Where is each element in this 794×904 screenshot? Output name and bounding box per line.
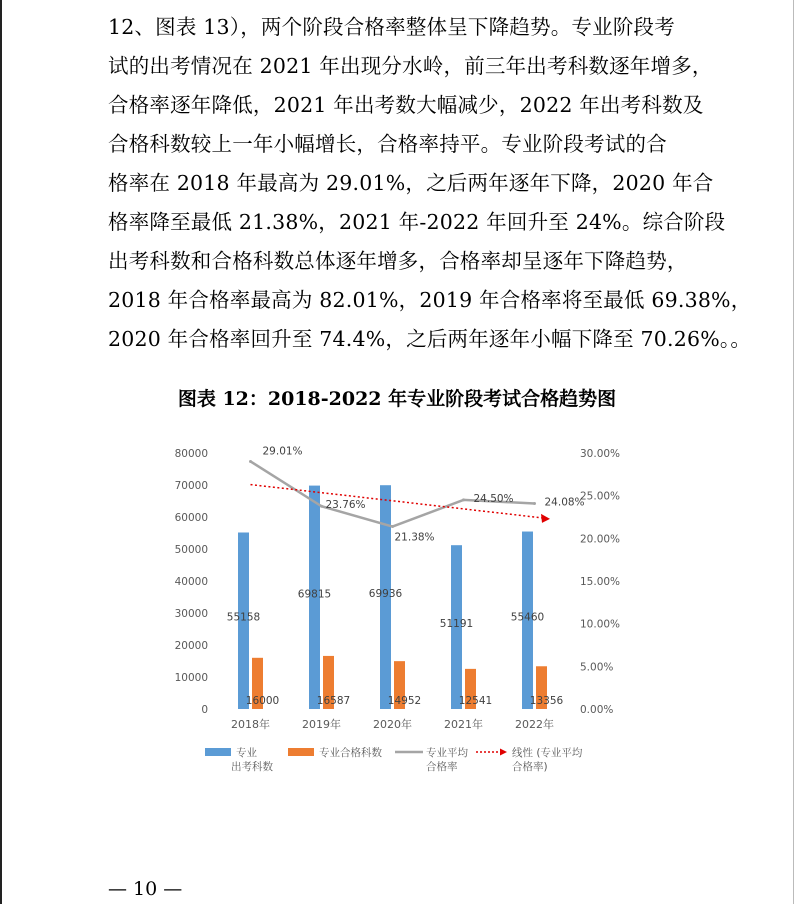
paragraph-line: 合格科数较上一年小幅增长，合格率持平。专业阶段考试的合 bbox=[108, 132, 667, 156]
category-label: 2018年 bbox=[231, 718, 270, 731]
rate-point bbox=[320, 505, 323, 508]
bar-data-label: 51191 bbox=[439, 618, 474, 631]
paragraph-line: 格率在 2018 年最高为 29.01%，之后两年逐年下降，2020 年合 bbox=[108, 171, 714, 195]
page-left-border bbox=[0, 0, 2, 904]
category-label: 2022年 bbox=[515, 718, 554, 731]
legend-swatch bbox=[205, 748, 231, 756]
legend-label: 出考科数 bbox=[231, 761, 273, 773]
left-axis-tick-label: 0 bbox=[201, 704, 208, 716]
bar-data-label: 13356 bbox=[529, 695, 564, 708]
page-number: — 10 — bbox=[108, 878, 183, 900]
rate-data-label: 23.76% bbox=[325, 499, 366, 512]
left-axis-tick-label: 40000 bbox=[174, 576, 208, 588]
left-axis-tick-label: 80000 bbox=[174, 448, 208, 460]
bar-data-label: 14952 bbox=[387, 695, 422, 708]
right-axis-tick-label: 20.00% bbox=[580, 533, 621, 546]
bar-data-label: 55158 bbox=[226, 611, 261, 624]
legend-arrow-icon bbox=[500, 749, 507, 756]
rate-data-label: 21.38% bbox=[394, 531, 435, 544]
paragraph-line: 试的出考情况在 2021 年出现分水岭，前三年出考科数逐年增多， bbox=[108, 54, 713, 78]
paragraph-line: 2020 年合格率回升至 74.4%，之后两年逐年小幅下降至 70.26%。。 bbox=[108, 327, 752, 351]
paragraph-line: 出考科数和合格科数总体逐年增多，合格率却呈逐年下降趋势， bbox=[108, 249, 688, 273]
rate-point bbox=[391, 525, 394, 528]
rate-point bbox=[249, 460, 252, 463]
left-axis-tick-label: 60000 bbox=[174, 512, 208, 524]
rate-point bbox=[462, 498, 465, 501]
left-axis-tick-label: 30000 bbox=[174, 608, 208, 620]
legend-label: 线性 (专业平均 bbox=[512, 747, 583, 759]
right-axis-tick-label: 25.00% bbox=[580, 490, 621, 503]
rate-data-label: 24.08% bbox=[544, 496, 585, 509]
legend-label: 合格率 bbox=[426, 761, 458, 773]
category-label: 2020年 bbox=[373, 718, 412, 731]
paragraph-line: 格率降至最低 21.38%，2021 年-2022 年回升至 24%。综合阶段 bbox=[108, 210, 726, 234]
category-label: 2021年 bbox=[444, 718, 483, 731]
rate-point bbox=[533, 502, 536, 505]
paragraph-line: 合格率逐年降低，2021 年出考数大幅减少，2022 年出考科数及 bbox=[108, 93, 704, 117]
right-axis-tick-label: 5.00% bbox=[580, 661, 614, 674]
legend-label: 合格率) bbox=[512, 761, 548, 773]
rate-data-label: 29.01% bbox=[262, 445, 303, 458]
left-axis-tick-label: 50000 bbox=[174, 544, 208, 556]
legend-label: 专业平均 bbox=[426, 747, 468, 759]
bar-data-label: 69936 bbox=[368, 588, 403, 601]
legend-label: 专业合格科数 bbox=[319, 747, 382, 759]
body-paragraph bbox=[108, 8, 752, 359]
bar-data-label: 55460 bbox=[510, 611, 545, 624]
paragraph-line: 2018 年合格率最高为 82.01%，2019 年合格率将至最低 69.38%， bbox=[108, 288, 752, 312]
legend-label: 专业 bbox=[236, 747, 257, 759]
right-axis-tick-label: 0.00% bbox=[580, 704, 614, 716]
left-axis-tick-label: 70000 bbox=[174, 480, 208, 492]
left-axis-tick-label: 20000 bbox=[174, 640, 208, 652]
bar-data-label: 16000 bbox=[245, 695, 280, 708]
category-label: 2019年 bbox=[302, 718, 341, 731]
bar-data-label: 69815 bbox=[297, 588, 332, 601]
rate-data-label: 24.50% bbox=[473, 492, 514, 505]
trend-arrow-icon bbox=[541, 514, 550, 523]
paragraph-line: 12、图表 13），两个阶段合格率整体呈下降趋势。专业阶段考 bbox=[108, 15, 675, 39]
chart-caption: 图表 12：2018-2022 年专业阶段考试合格趋势图 bbox=[177, 388, 617, 410]
right-axis-tick-label: 10.00% bbox=[580, 618, 621, 631]
pass-trend-chart bbox=[150, 430, 640, 810]
left-axis-tick-label: 10000 bbox=[174, 672, 208, 684]
bar-data-label: 16587 bbox=[316, 695, 351, 708]
right-axis-tick-label: 30.00% bbox=[580, 448, 621, 460]
right-axis-tick-label: 15.00% bbox=[580, 576, 621, 588]
bar-data-label: 12541 bbox=[458, 695, 493, 708]
legend-swatch bbox=[288, 748, 314, 756]
